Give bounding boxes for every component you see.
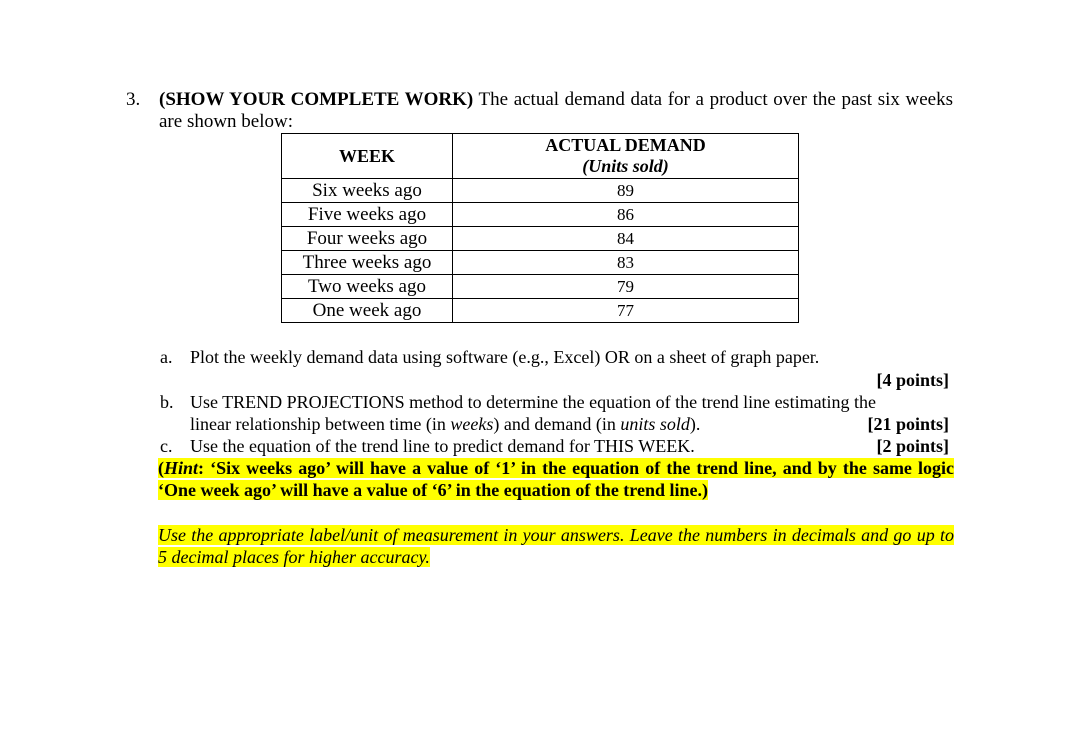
part-c-letter: c. xyxy=(160,436,173,456)
part-a-points: [4 points] xyxy=(876,370,949,390)
demand-table xyxy=(281,133,799,323)
part-b-line2-post: ). xyxy=(689,414,701,434)
question-text xyxy=(159,89,953,133)
part-a-text: Plot the weekly demand data using software (e.g., Excel) OR on a sheet of graph paper. xyxy=(190,347,820,367)
demand-cell: 84 xyxy=(453,227,799,251)
part-b-line1: Use TREND PROJECTIONS method to determine the equation of the trend line estimating the xyxy=(190,392,877,412)
week-cell: Two weeks ago xyxy=(282,275,453,299)
part-b-units: units sold xyxy=(620,414,690,434)
part-b-line2-pre: linear relationship between time (in xyxy=(190,414,451,434)
week-cell: Four weeks ago xyxy=(282,227,453,251)
hint-label: Hint xyxy=(164,458,199,478)
header-demand-label: ACTUAL DEMAND xyxy=(545,135,706,155)
part-c-points: [2 points] xyxy=(876,436,949,456)
header-demand-unit: (Units sold) xyxy=(582,156,669,176)
question-lead-bold: (SHOW YOUR COMPLETE WORK) xyxy=(159,89,474,110)
table-row xyxy=(282,227,799,251)
part-b-letter: b. xyxy=(160,392,174,412)
part-b-points: [21 points] xyxy=(867,414,949,434)
week-cell: Six weeks ago xyxy=(282,179,453,203)
instruction-note xyxy=(158,524,954,568)
table-header-row xyxy=(282,134,799,179)
header-demand xyxy=(453,134,799,179)
demand-cell: 79 xyxy=(453,275,799,299)
table-row xyxy=(282,299,799,323)
table-row xyxy=(282,275,799,299)
table-row xyxy=(282,251,799,275)
part-c-text: Use the equation of the trend line to predict demand for THIS WEEK. xyxy=(190,436,695,456)
week-cell: One week ago xyxy=(282,299,453,323)
header-week: WEEK xyxy=(282,134,453,179)
demand-cell: 83 xyxy=(453,251,799,275)
demand-cell: 89 xyxy=(453,179,799,203)
question-number: 3. xyxy=(126,89,141,110)
question-lead-rest: The actual demand data for a product over the past six weeks are shown below: xyxy=(159,89,953,132)
part-a-letter: a. xyxy=(160,347,173,367)
part-b-line2 xyxy=(190,413,700,435)
demand-cell: 77 xyxy=(453,299,799,323)
week-cell: Three weeks ago xyxy=(282,251,453,275)
table-row xyxy=(282,179,799,203)
hint-text xyxy=(158,457,954,501)
hint-body: : ‘Six weeks ago’ will have a value of ‘1’ in the equation of the trend line, and by the same logic ‘One week ago’ will have a value of ‘6’ in the equation of the trend line.) xyxy=(158,458,954,500)
demand-cell: 86 xyxy=(453,203,799,227)
week-cell: Five weeks ago xyxy=(282,203,453,227)
hint-open: ( xyxy=(158,458,164,478)
part-b-weeks: weeks xyxy=(450,414,494,434)
note-highlight: Use the appropriate label/unit of measurement in your answers. Leave the numbers in decimals and go up to 5 decimal places for higher accuracy. xyxy=(158,525,954,567)
table-row xyxy=(282,203,799,227)
part-b-line2-mid: ) and demand (in xyxy=(493,414,621,434)
hint-highlight xyxy=(158,458,954,500)
